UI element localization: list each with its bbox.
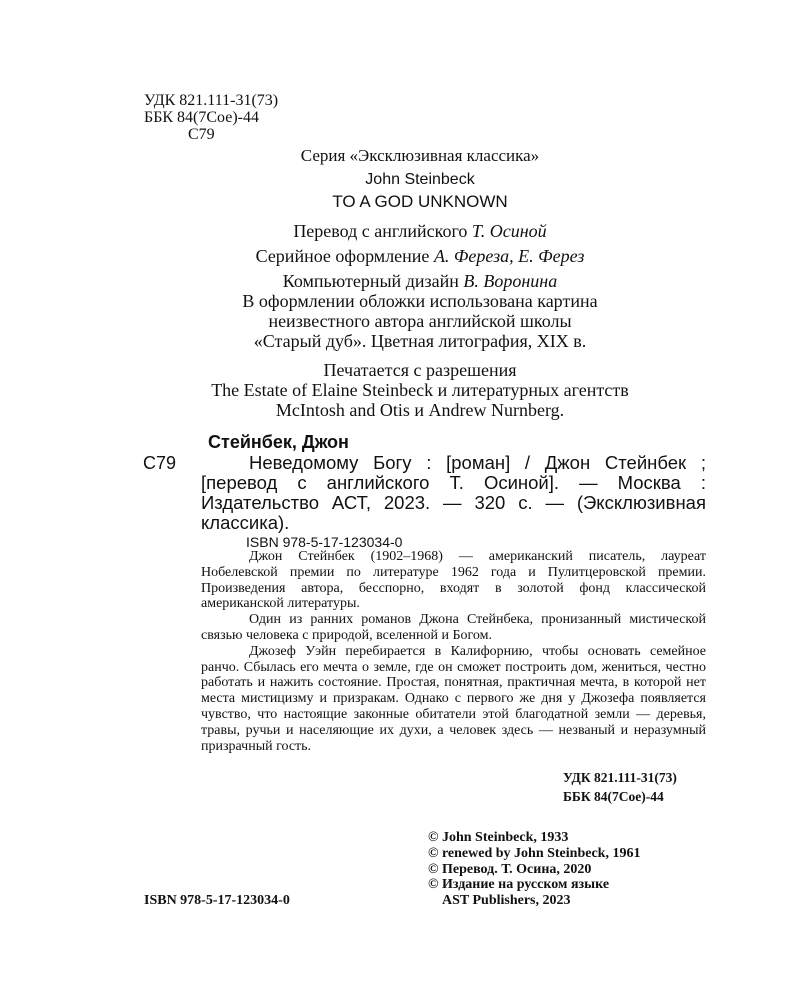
credit-person: Т. Осиной bbox=[471, 221, 547, 241]
annotation-paragraph: Джон Стейнбек (1902–1968) — американский писатель, лауреат Нобелевской премии по литературе 1962 года и Пулитцеровской премии. Произведения автора, бесспорно, входят в золотой фонд классической американской литературы. bbox=[201, 549, 706, 612]
annotation-paragraph: Джозеф Уэйн перебирается в Калифорнию, чтобы основать семейное ранчо. Сбылась его мечта о земле, где он сможет построить дом, жениться, честно работать и нажить состояние. Простая, понятная, практичная мечта, в которой нет места мистицизму и призракам. Однако с первого же дня у Джозефа появляется чувство, что настоящие законные обитатели этой благодатной земли — деревья, травы, ручьи и населяющие их духи, а человек здесь — незваный и неразумный призрачный гость. bbox=[201, 643, 706, 754]
cover-note-line: неизвестного автора английской школы bbox=[268, 311, 572, 331]
isbn: ISBN 978-5-17-123034-0 bbox=[144, 893, 290, 908]
credit-translation bbox=[150, 219, 690, 244]
classification-codes bbox=[144, 92, 278, 143]
original-title: TO A GOD UNKNOWN bbox=[332, 192, 508, 211]
permission-note bbox=[150, 360, 690, 420]
credit-person: В. Воронина bbox=[463, 271, 558, 291]
permission-line: McIntosh and Otis и Andrew Nurnberg. bbox=[275, 400, 565, 420]
credit-label: Перевод с английского bbox=[293, 221, 468, 241]
copyright-line: © Перевод. Т. Осина, 2020 bbox=[428, 861, 592, 877]
catalog-code: С79 bbox=[143, 453, 177, 473]
credit-series-design bbox=[150, 244, 690, 269]
permission-line: The Estate of Elaine Steinbeck и литературных агентств bbox=[211, 380, 629, 400]
copyright-block bbox=[428, 830, 640, 909]
bbk-code: ББК 84(7Сое)-44 bbox=[144, 109, 259, 126]
annotation-paragraph: Один из ранних романов Джона Стейнбека, пронизанный мистической связью человека с природой, вселенной и Богом. bbox=[201, 612, 706, 643]
copyright-line: AST Publishers, 2023 bbox=[442, 893, 571, 909]
copyright-line: © renewed by John Steinbeck, 1961 bbox=[428, 845, 641, 861]
annotation bbox=[201, 549, 706, 754]
catalog-isbn: ISBN 978-5-17-123034-0 bbox=[246, 534, 403, 550]
bbk-code: ББК 84(7Сое)-44 bbox=[563, 789, 664, 804]
series-name: Серия «Эксклюзивная классика» bbox=[300, 146, 540, 165]
classification-codes-repeat bbox=[563, 768, 677, 806]
catalog-author: Стейнбек, Джон bbox=[208, 432, 349, 452]
cover-note-line: В оформлении обложки использована картина bbox=[242, 291, 598, 311]
cover-note-line: «Старый дуб». Цветная литография, XIX в. bbox=[253, 331, 587, 351]
udk-code: УДК 821.111-31(73) bbox=[563, 770, 677, 785]
cover-note bbox=[150, 291, 690, 351]
permission-line: Печатается с разрешения bbox=[323, 360, 517, 380]
catalog-description: Неведомому Богу : [роман] / Джон Стейнбек ; [перевод с английского Т. Осиной]. — Москва : Издательство АСТ, 2023. — 320 с. — (Эксклюзивная классика). bbox=[201, 452, 706, 533]
credit-label: Компьютерный дизайн bbox=[282, 271, 459, 291]
author-mark: С79 bbox=[188, 126, 215, 143]
udk-code: УДК 821.111-31(73) bbox=[144, 92, 279, 109]
original-author: John Steinbeck bbox=[365, 171, 475, 188]
credit-label: Серийное оформление bbox=[255, 246, 430, 266]
copyright-line: © Издание на русском языке bbox=[428, 877, 610, 893]
credits bbox=[150, 219, 690, 294]
copyright-line: © John Steinbeck, 1933 bbox=[428, 830, 569, 845]
credit-person: А. Фереза, Е. Ферез bbox=[433, 246, 585, 266]
